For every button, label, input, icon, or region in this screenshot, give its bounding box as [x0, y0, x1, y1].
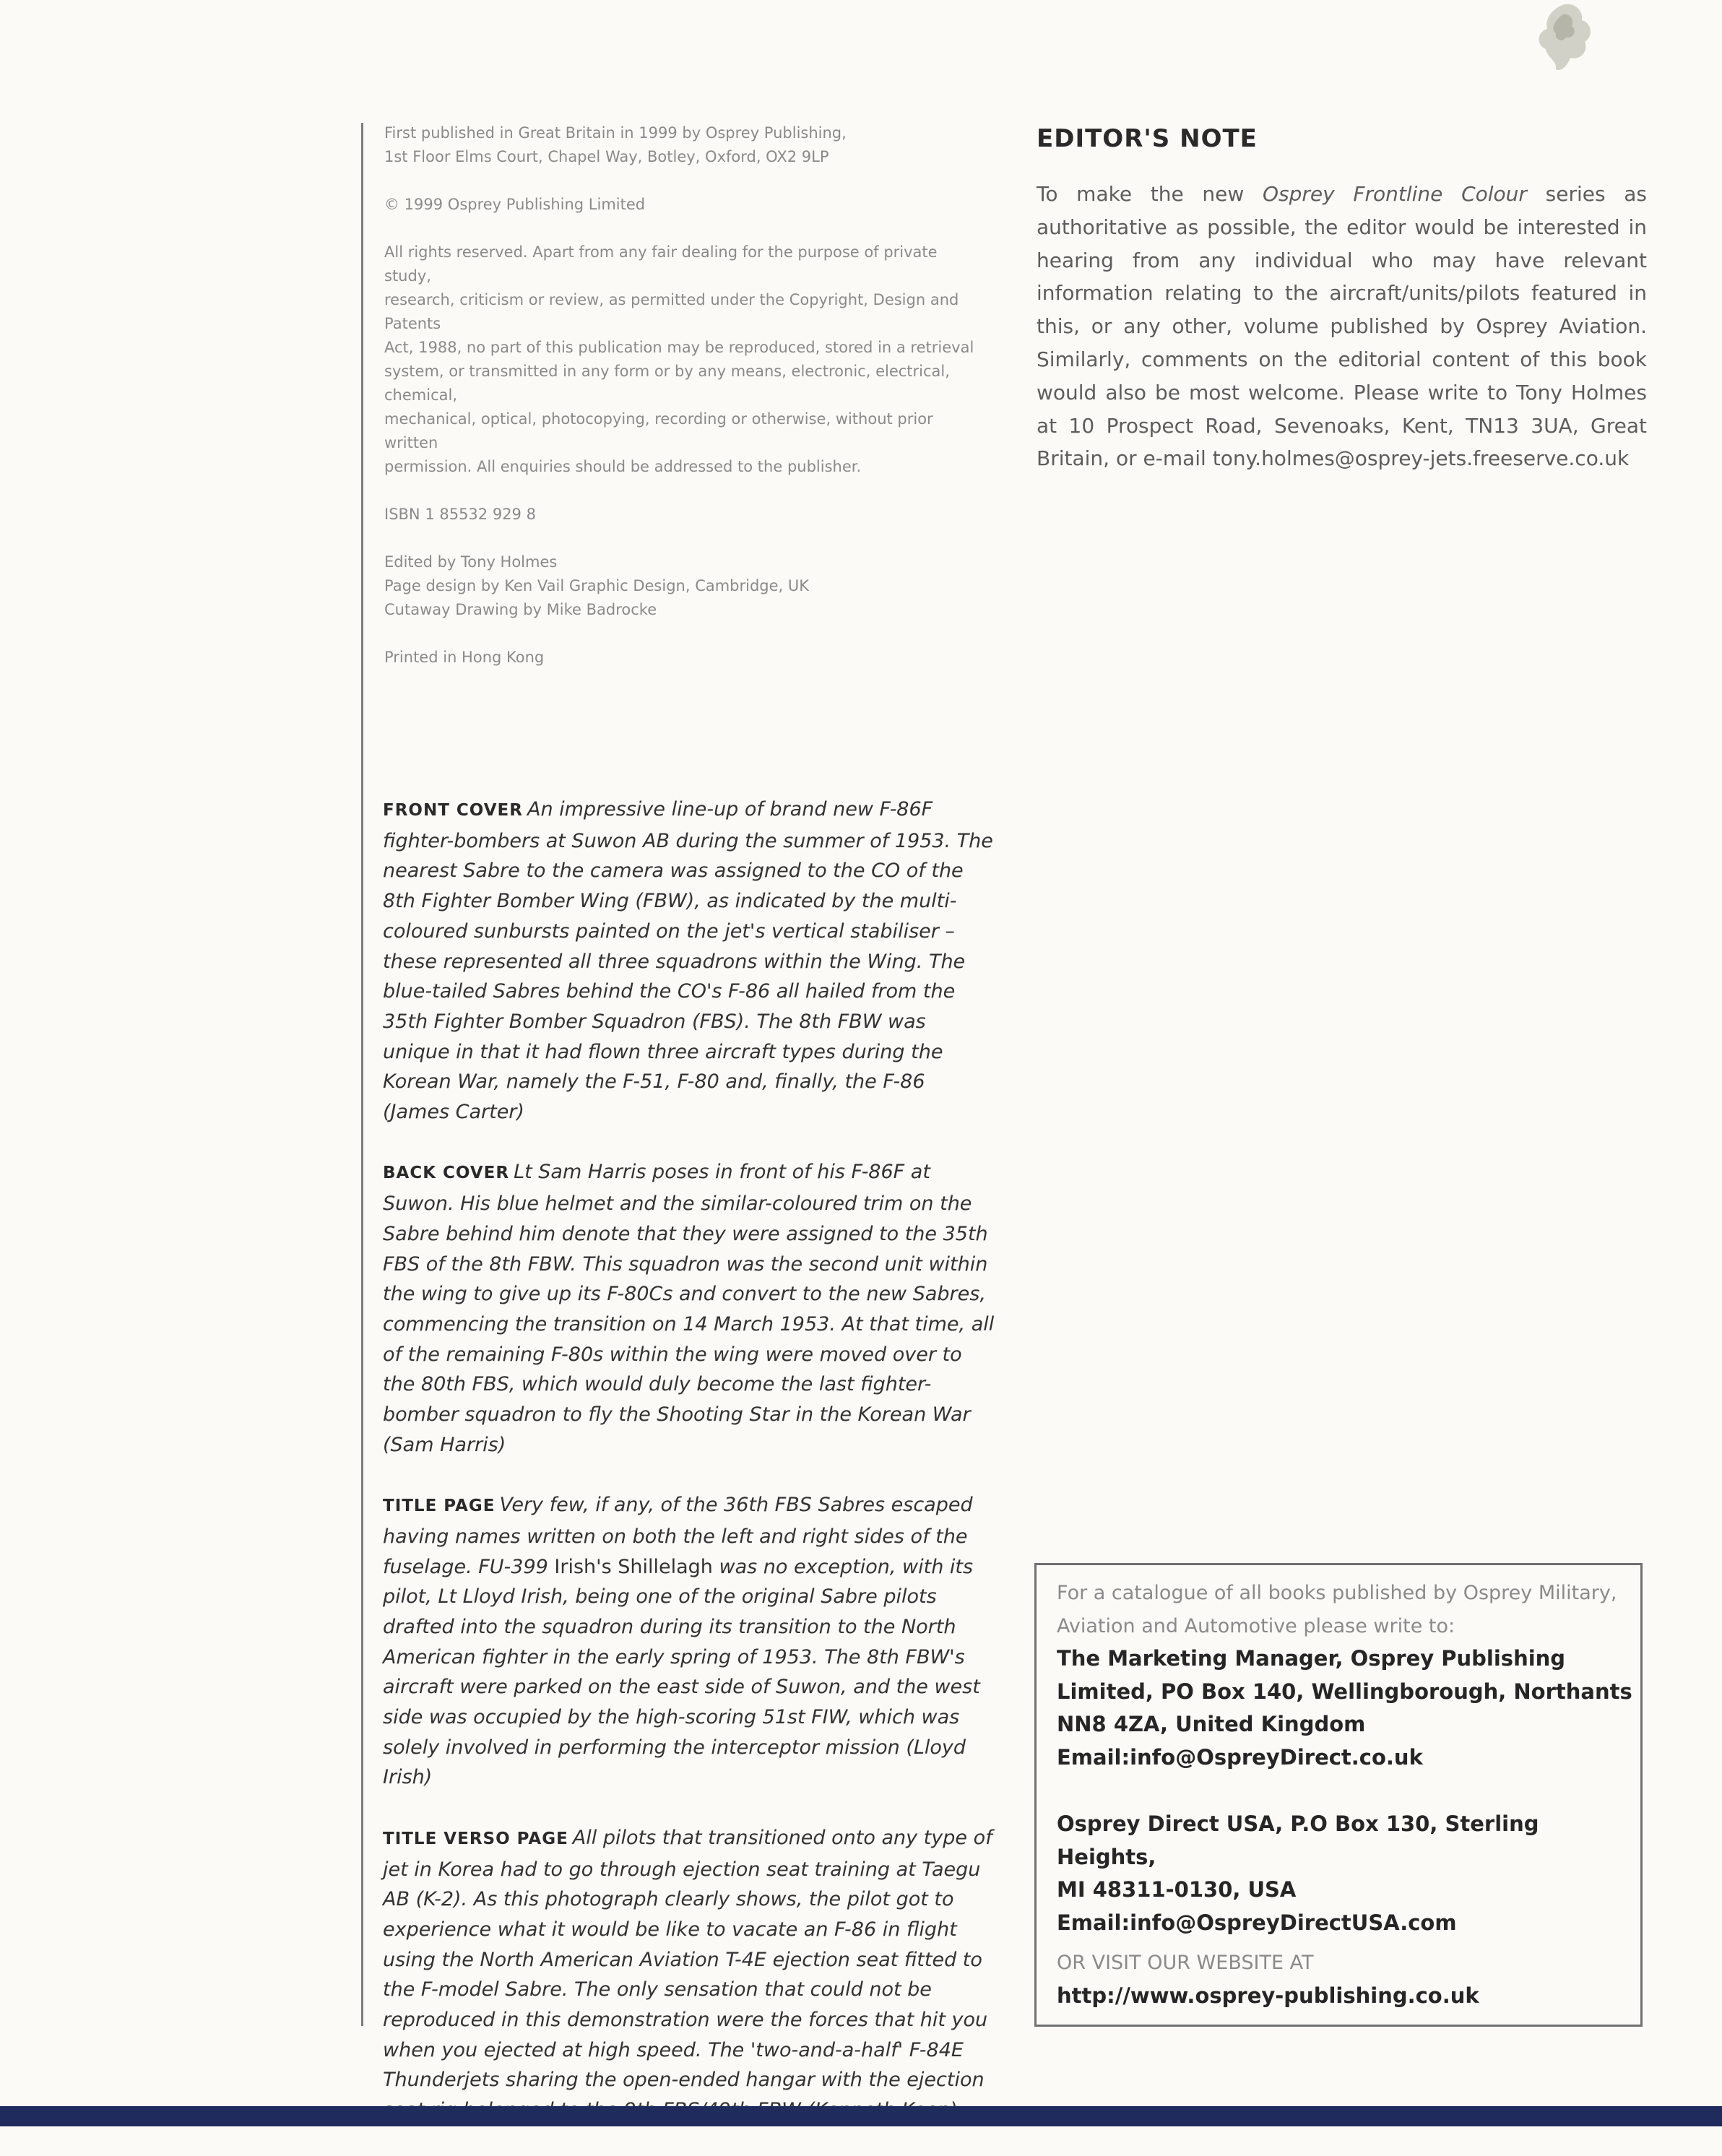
uk-email: Email:info@OspreyDirect.co.uk: [1057, 1744, 1423, 1770]
usa-address: [1057, 1808, 1635, 1939]
caption-text: Lt Sam Harris poses in front of his F-86F at Suwon. His blue helmet and the similar-coloured trim on the Sabre behind him denote that they were assigned to the 35th FBS of the 8th FBW. This squadron was the second unit within the wing to give up its F-80Cs and convert to the new Sabres, commencing the transition on 14 March 1953. At that time, all of the remaining F-80s within the wing were moved over to the 80th FBS, which would duly become the last fighter-bomber squadron to fly the Shooting Star in the Korean War (Sam Harris): [383, 1161, 995, 1456]
caption-text: An impressive line-up of brand new F-86F fighter-bombers at Suwon AB during the summer of 1953. The nearest Sabre to the camera was assigned to the CO of the 8th Fighter Bomber Wing (FBW), as indicated by the multi-coloured sunbursts painted on the jet's vertical stabiliser – these represented all three squadrons within the Wing. The blue-tailed Sabres behind the CO's F-86 all hailed from the 35th Fighter Bomber Squadron (FBS). The 8th FBW was unique in that it had flown three aircraft types during the Korean War, namely the F-51, F-80 and, finally, the F-86 (James Carter): [383, 798, 993, 1124]
intro-line: For a catalogue of all books published by Osprey Military,: [1057, 1582, 1617, 1604]
address-line: Limited, PO Box 140, Wellingborough, Northants: [1057, 1679, 1632, 1704]
rights-notice: All rights reserved. Apart from any fair dealing for the purpose of private study, research, criticism or review, as permitted under the Copyright, Design and Patents Act, 1988, no part of this publication may be reproduced, stored in a retrieval system, or transmitted in any form or by any means, electronic, electrical, chemical, mechanical, optical, photocopying, recording or otherwise, without prior written permission. All enquiries should be addressed to the publisher.: [384, 243, 974, 475]
copyright-line: © 1999 Osprey Publishing Limited: [384, 196, 646, 213]
publisher-info: First published in Great Britain in 1999 by Osprey Publishing, 1st Floor Elms Court, Chapel Way, Botley, Oxford, OX2 9LP: [384, 124, 847, 165]
printed-in: Printed in Hong Kong: [384, 649, 545, 666]
caption-label: FRONT COVER: [383, 801, 523, 820]
catalogue-intro: [1057, 1577, 1635, 1642]
catalogue-box: [1034, 1563, 1643, 2027]
uk-address: [1057, 1642, 1635, 1774]
editors-note-text: series as authoritative as possible, the editor would be interested in hearing from any individual who may have relevant information relating to the aircraft/units/pilots featured in this, or any other, volume published by Osprey Aviation. Similarly, comments on the editorial content of this book would also be most welcome. Please write to Tony Holmes at 10 Prospect Road, Sevenoaks, Kent, TN13 3UA, Great Britain, or e-mail tony.holmes@osprey-jets.freeserve.co.uk: [1037, 182, 1647, 471]
ink-smudge: [1531, 0, 1598, 79]
left-column-rule: [361, 123, 363, 2026]
isbn: ISBN 1 85532 929 8: [384, 506, 536, 523]
caption-label: TITLE VERSO PAGE: [383, 1829, 568, 1848]
credits: Edited by Tony Holmes Page design by Ken Vail Graphic Design, Cambridge, UK Cutaway Drawing by Mike Badrocke: [384, 553, 810, 618]
caption-title-verso-page: [383, 1823, 997, 2126]
website-url: http://www.osprey-publishing.co.uk: [1057, 1983, 1479, 2008]
imprint-block: [384, 121, 984, 693]
website-prompt: OR VISIT OUR WEBSITE AT: [1057, 1952, 1314, 1974]
aircraft-name: Irish's Shillelagh: [554, 1555, 713, 1578]
address-line: MI 48311-0130, USA: [1057, 1877, 1297, 1902]
cover-edge-strip: [0, 2106, 1722, 2126]
usa-email: Email:info@OspreyDirectUSA.com: [1057, 1910, 1457, 1935]
caption-back-cover: [383, 1157, 997, 1460]
caption-label: BACK COVER: [383, 1164, 510, 1183]
series-name: Osprey Frontline Colour: [1262, 182, 1527, 206]
caption-text: was no exception, with its pilot, Lt Lloyd Irish, being one of the original Sabre pilots drafted into the squadron during its transition to the North American fighter in the early spring of 1953. The 8th FBW's aircraft were parked on the east side of Suwon, and the west side was occupied by the high-scoring 51st FIW, which was solely involved in performing the interceptor mission (Lloyd Irish): [383, 1555, 980, 1789]
address-line: The Marketing Manager, Osprey Publishing: [1057, 1646, 1566, 1671]
caption-text: Very few, if any, of the 36th FBS Sabres escaped having names written on both the left and right sides of the fuselage. FU-399: [383, 1494, 973, 1578]
photo-captions: [383, 795, 997, 2156]
caption-title-page: [383, 1490, 997, 1793]
editors-note-body: [1037, 178, 1647, 475]
caption-front-cover: [383, 795, 997, 1127]
address-line: NN8 4ZA, United Kingdom: [1057, 1712, 1366, 1736]
caption-label: TITLE PAGE: [383, 1497, 496, 1516]
editors-note-title: EDITOR'S NOTE: [1037, 124, 1258, 153]
address-line: Osprey Direct USA, P.O Box 130, Sterling Heights,: [1057, 1811, 1539, 1869]
caption-text: All pilots that transitioned onto any type of jet in Korea had to go through ejection seat training at Taegu AB (K-2). As this photograph clearly shows, the pilot got to experience what it would be like to vacate an F-86 in flight using the North American Aviation T-4E ejection seat fitted to the F-model Sabre. The only sensation that could not be reproduced in this demonstration were the forces that hit you when you ejected at high speed. The 'two-and-a-half' F-84E Thunderjets sharing the open-ended hangar with the ejection: [383, 1826, 992, 2092]
intro-line: Aviation and Automotive please write to:: [1057, 1614, 1455, 1637]
editors-note-text: To make the new: [1037, 182, 1245, 206]
